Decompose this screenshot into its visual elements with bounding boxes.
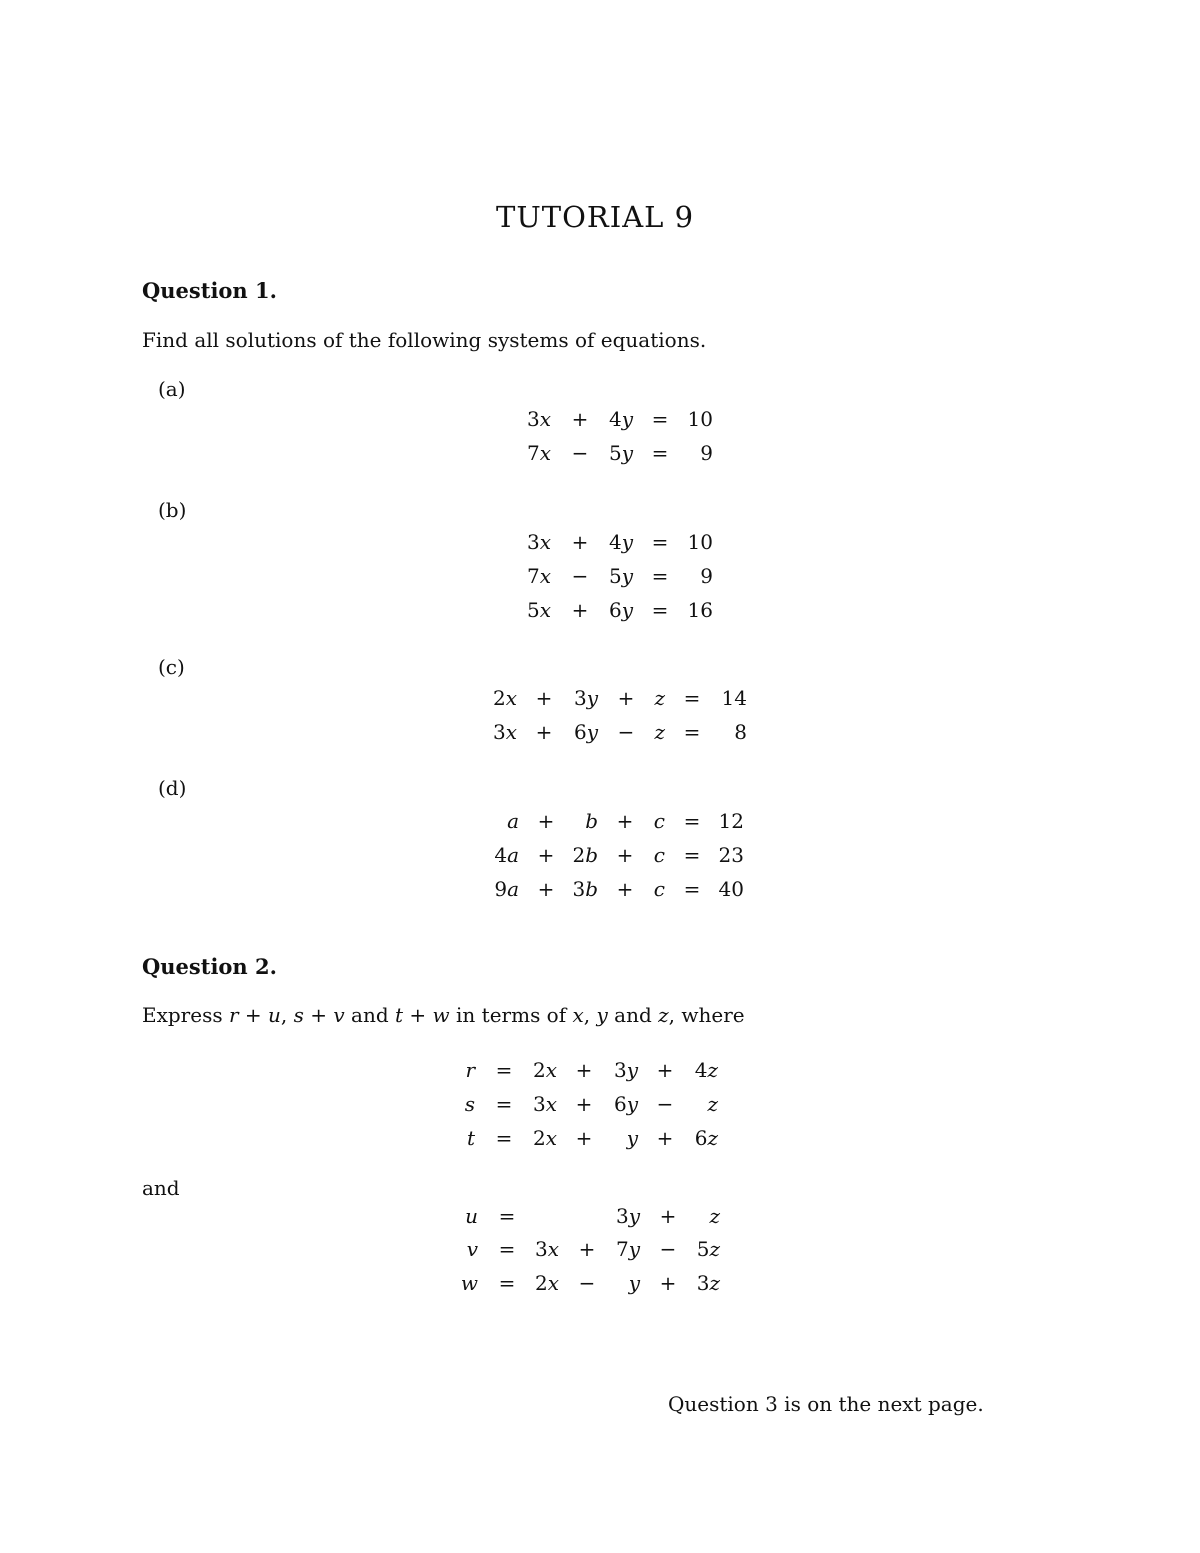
equation-operator: + bbox=[616, 809, 634, 833]
equation-operator: + bbox=[535, 720, 553, 744]
equation-operator: + bbox=[616, 843, 634, 867]
equation-term: 3x bbox=[492, 720, 517, 744]
equation-term: 40 bbox=[718, 877, 744, 901]
equation-term: c bbox=[653, 843, 665, 867]
equation-operator: − bbox=[656, 1092, 674, 1116]
equation-operator: + bbox=[575, 1092, 593, 1116]
part-b-label: (b) bbox=[158, 498, 187, 522]
question-2-heading: Question 2. bbox=[142, 954, 277, 979]
equation-operator: = bbox=[495, 1058, 513, 1082]
equation-term: 6y bbox=[608, 598, 633, 622]
equation-term: 3z bbox=[696, 1271, 720, 1295]
equation-term: 10 bbox=[687, 407, 713, 431]
equation-term: 3b bbox=[572, 877, 598, 901]
equation-term: v bbox=[466, 1237, 478, 1261]
equation-operator: − bbox=[571, 441, 589, 465]
part-a-label: (a) bbox=[158, 377, 186, 401]
equation-operator: + bbox=[575, 1126, 593, 1150]
equation-term: t bbox=[466, 1126, 475, 1150]
equation-term: z bbox=[707, 1092, 718, 1116]
equation-term: c bbox=[653, 809, 665, 833]
equation-term: z bbox=[654, 686, 665, 710]
equation-term: 5y bbox=[608, 564, 633, 588]
equation-term: c bbox=[653, 877, 665, 901]
equation-operator: = bbox=[498, 1204, 516, 1228]
equation-operator: = bbox=[683, 809, 701, 833]
equation-term: 4z bbox=[694, 1058, 718, 1082]
equation-operator: − bbox=[578, 1271, 596, 1295]
equation-operator: + bbox=[617, 686, 635, 710]
equation-operator: + bbox=[659, 1204, 677, 1228]
equation-term: 5z bbox=[696, 1237, 720, 1261]
equation-term: s bbox=[464, 1092, 475, 1116]
equation-term: 3x bbox=[534, 1237, 559, 1261]
equation-term: 6z bbox=[694, 1126, 718, 1150]
equation-term: 14 bbox=[721, 686, 747, 710]
part-d-label: (d) bbox=[158, 776, 187, 800]
equation-operator: = bbox=[498, 1237, 516, 1261]
equation-operator: = bbox=[683, 720, 701, 744]
equation-term: 4a bbox=[494, 843, 519, 867]
equation-term: 3x bbox=[526, 530, 551, 554]
equation-term: 6y bbox=[613, 1092, 638, 1116]
part-c-label: (c) bbox=[158, 655, 185, 679]
equation-operator: + bbox=[571, 598, 589, 622]
equation-operator: = bbox=[651, 441, 669, 465]
equation-operator: = bbox=[651, 564, 669, 588]
page-title: TUTORIAL 9 bbox=[496, 200, 695, 234]
equation-term: z bbox=[654, 720, 665, 744]
equation-term: y bbox=[628, 1271, 640, 1295]
equation-term: 2x bbox=[532, 1058, 557, 1082]
equation-term: 6y bbox=[573, 720, 598, 744]
equation-operator: = bbox=[651, 530, 669, 554]
equation-term: 9 bbox=[700, 564, 713, 588]
equation-operator: + bbox=[571, 530, 589, 554]
equation-operator: = bbox=[495, 1092, 513, 1116]
equation-term: 12 bbox=[718, 809, 744, 833]
equation-operator: + bbox=[571, 407, 589, 431]
equation-operator: + bbox=[537, 809, 555, 833]
equation-operator: = bbox=[495, 1126, 513, 1150]
equation-term: 2x bbox=[492, 686, 517, 710]
equation-operator: = bbox=[498, 1271, 516, 1295]
equation-term: 5x bbox=[526, 598, 551, 622]
equation-operator: + bbox=[575, 1058, 593, 1082]
equation-term: 2x bbox=[532, 1126, 557, 1150]
equation-term: 4y bbox=[608, 407, 633, 431]
equation-operator: + bbox=[659, 1271, 677, 1295]
equation-term: 4y bbox=[608, 530, 633, 554]
equation-operator: = bbox=[651, 598, 669, 622]
equation-term: w bbox=[460, 1271, 478, 1295]
equation-term: 2b bbox=[572, 843, 598, 867]
equation-term: r bbox=[465, 1058, 475, 1082]
equation-term: u bbox=[465, 1204, 478, 1228]
equation-term: 2x bbox=[534, 1271, 559, 1295]
equation-term: a bbox=[507, 809, 519, 833]
and-label: and bbox=[142, 1176, 180, 1200]
equation-term: 7x bbox=[526, 564, 551, 588]
equation-operator: + bbox=[537, 843, 555, 867]
equation-term: 7x bbox=[526, 441, 551, 465]
equation-operator: + bbox=[535, 686, 553, 710]
equation-term: 10 bbox=[687, 530, 713, 554]
equation-term: b bbox=[585, 809, 598, 833]
equation-term: 5y bbox=[608, 441, 633, 465]
equation-term: 23 bbox=[718, 843, 744, 867]
equation-operator: = bbox=[683, 843, 701, 867]
equation-term: z bbox=[709, 1204, 720, 1228]
equation-term: 3y bbox=[613, 1058, 638, 1082]
equation-operator: + bbox=[656, 1058, 674, 1082]
equation-term: y bbox=[626, 1126, 638, 1150]
equation-term: 3y bbox=[615, 1204, 640, 1228]
equation-term: 9 bbox=[700, 441, 713, 465]
equation-term: 3y bbox=[573, 686, 598, 710]
question-1-heading: Question 1. bbox=[142, 278, 277, 303]
equation-operator: + bbox=[616, 877, 634, 901]
equation-term: 9a bbox=[494, 877, 519, 901]
equation-operator: − bbox=[571, 564, 589, 588]
equation-operator: − bbox=[659, 1237, 677, 1261]
equation-term: 3x bbox=[532, 1092, 557, 1116]
equation-operator: + bbox=[578, 1237, 596, 1261]
equation-operator: − bbox=[617, 720, 635, 744]
question-2-prompt: Express r + u, s + v and t + w in terms of x, y and z, where bbox=[142, 1003, 745, 1027]
equation-operator: = bbox=[683, 686, 701, 710]
footer-note: Question 3 is on the next page. bbox=[668, 1392, 984, 1416]
equation-operator: = bbox=[683, 877, 701, 901]
question-1-prompt: Find all solutions of the following systems of equations. bbox=[142, 328, 707, 352]
equation-operator: + bbox=[656, 1126, 674, 1150]
equation-term: 3x bbox=[526, 407, 551, 431]
equation-term: 8 bbox=[734, 720, 747, 744]
equation-operator: + bbox=[537, 877, 555, 901]
equation-term: 7y bbox=[615, 1237, 640, 1261]
equation-operator: = bbox=[651, 407, 669, 431]
equation-term: 16 bbox=[687, 598, 713, 622]
